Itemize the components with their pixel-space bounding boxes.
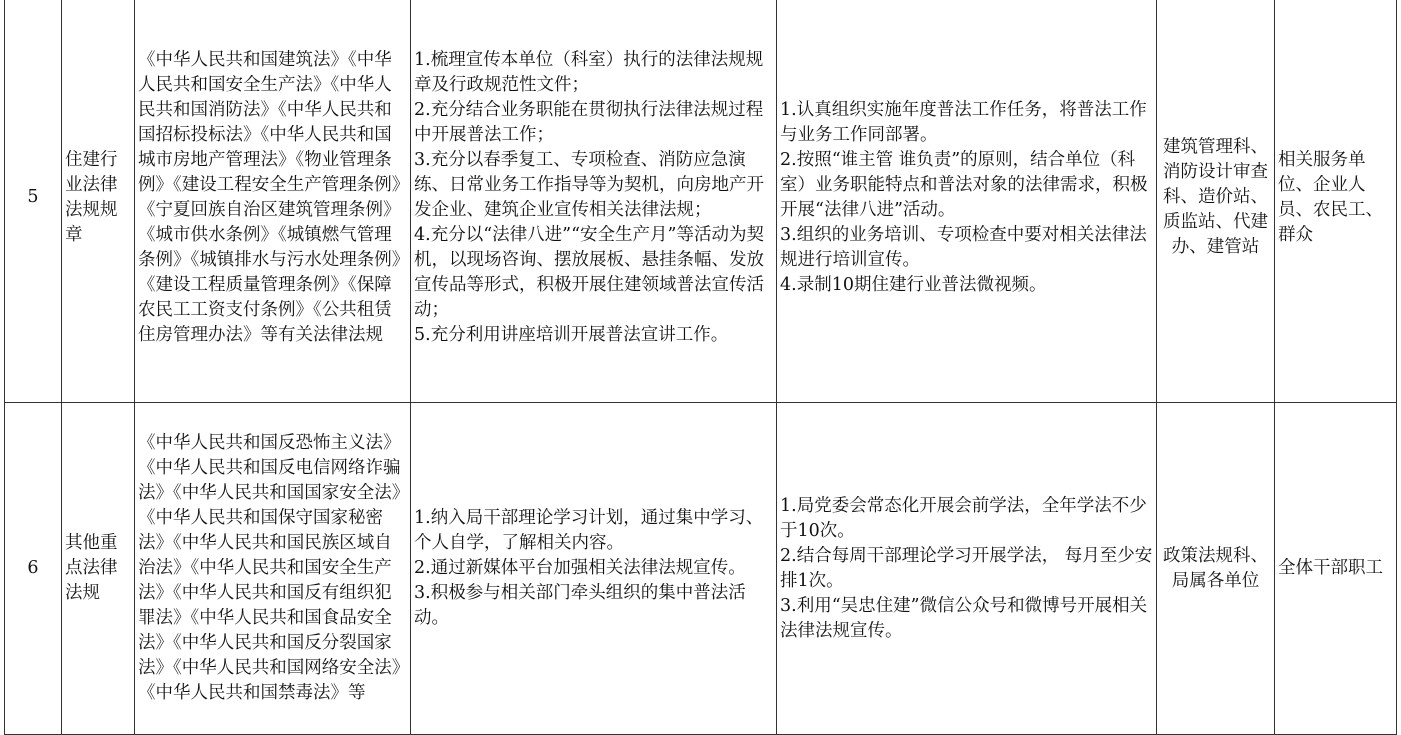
work-tasks: 1.局党委会常态化开展会前学法，全年学法不少于10次。 2.结合每周干部理论学习开展学法， 每月至少安排1次。 3.利用“吴忠住建”微信公众号和微博号开展相关法律法规宣传。 — [777, 403, 1157, 735]
promotion-measures: 1.梳理宣传本单位（科室）执行的法律法规规章及行政规范性文件； 2.充分结合业务职能在贯彻执行法律法规过程中开展普法工作； 3.充分以春季复工、专项检查、消防应急演练、日常业务工作指导等为契机，向房地产开发企业、建筑企业宣传相关法律法规； 4.充分以“法律八进”“安全生产月”等活动为契机，以现场咨询、摆放展板、悬挂条幅、发放宣传品等形式，积极开展住建领域普法宣传活动； 5.充分利用讲座培训开展普法宣讲工作。 — [411, 0, 777, 403]
law-category: 其他重点法律法规 — [62, 403, 135, 735]
responsible-department: 政策法规科、局属各单位 — [1157, 403, 1275, 735]
table-row — [5, 0, 1397, 403]
table-row — [5, 403, 1397, 735]
row-number: 5 — [5, 0, 62, 403]
target-audience: 全体干部职工 — [1275, 403, 1397, 735]
promotion-measures: 1.纳入局干部理论学习计划，通过集中学习、个人自学，了解相关内容。 2.通过新媒体平台加强相关法律法规宣传。 3.积极参与相关部门牵头组织的集中普法活动。 — [411, 403, 777, 735]
law-list: 《中华人民共和国建筑法》《中华人民共和国安全生产法》《中华人民共和国消防法》《中华人民共和国招标投标法》《中华人民共和国城市房地产管理法》《物业管理条例》《建设工程安全生产管理条例》《宁夏回族自治区建筑管理条例》《城市供水条例》《城镇燃气管理条例》《城镇排水与污水处理条例》《建设工程质量管理条例》《保障农民工工资支付条例》《公共租赁住房管理办法》等有关法律法规 — [135, 0, 411, 403]
law-category: 住建行业法律法规规章 — [62, 0, 135, 403]
work-tasks: 1.认真组织实施年度普法工作任务，将普法工作与业务工作同部署。 2.按照“谁主管 谁负责”的原则，结合单位（科室）业务职能特点和普法对象的法律需求，积极开展“法律八进”活动。 3.组织的业务培训、专项检查中要对相关法律法规进行培训宣传。 4.录制10期住建行业普法微视频。 — [777, 0, 1157, 403]
row-number: 6 — [5, 403, 62, 735]
law-promotion-table — [4, 0, 1397, 735]
responsible-department: 建筑管理科、消防设计审查科、造价站、质监站、代建办、建管站 — [1157, 0, 1275, 403]
law-list: 《中华人民共和国反恐怖主义法》《中华人民共和国反电信网络诈骗法》《中华人民共和国国家安全法》《中华人民共和国保守国家秘密法》《中华人民共和国民族区域自治法》《中华人民共和国安全生产法》《中华人民共和国反有组织犯罪法》《中华人民共和国食品安全法》《中华人民共和国反分裂国家法》《中华人民共和国网络安全法》《中华人民共和国禁毒法》等 — [135, 403, 411, 735]
target-audience: 相关服务单位、企业人员、农民工、群众 — [1275, 0, 1397, 403]
